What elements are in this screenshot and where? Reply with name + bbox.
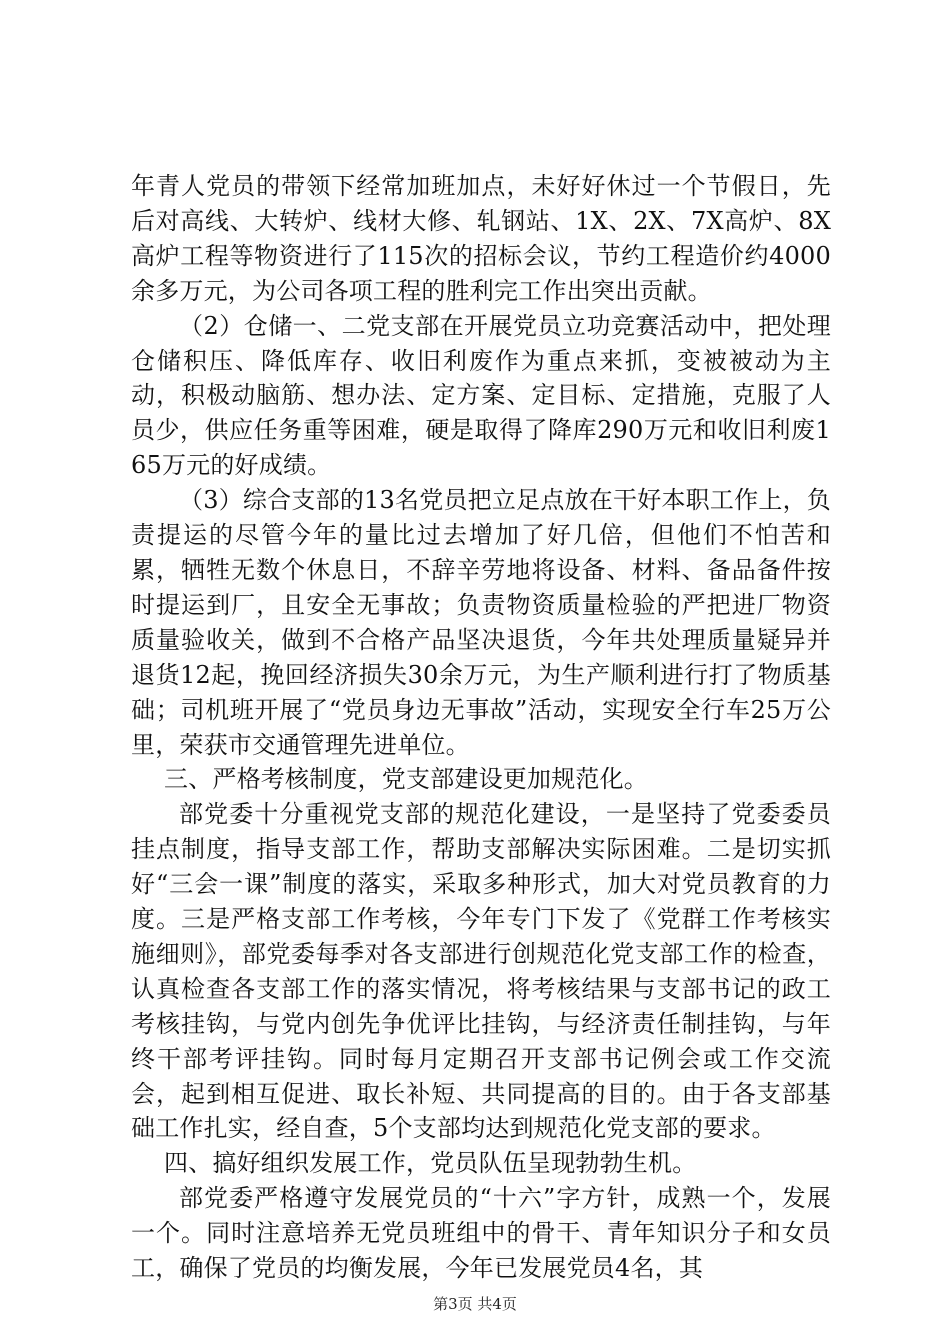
paragraph-general-branch: （3）综合支部的13名党员把立足点放在干好本职工作上，负责提运的尽管今年的量比过去增加了好几倍，但他们不怕苦和累，牺牲无数个休息日，不辞辛劳地将设备、材料、备品备件按时提运到厂，且安全无事故；负责物资质量检验的严把进厂物资质量验收关，做到不合格产品坚决退货，今年共处理质量疑异并退货12起，挽回经济损失30余万元，为生产顺利进行打了物质基础；司机班开展了“党员身边无事故”活动，实现安全行车25万公里，荣获市交通管理先进单位。 [131, 486, 831, 759]
paragraph-procurement-continuation: 年青人党员的带领下经常加班加点，未好好休过一个节假日，先后对高线、大转炉、线材大修、轧钢站、1X、2X、7X高炉、8X高炉工程等物资进行了115次的招标会议，节约工程造价约4000余多万元，为公司各项工程的胜利完工作出突出贡献。 [131, 172, 831, 305]
section-heading-assessment: 三、严格考核制度，党支部建设更加规范化。 [164, 765, 648, 794]
section-heading-organization: 四、搞好组织发展工作，党员队伍呈现勃勃生机。 [164, 1149, 697, 1178]
paragraph-assessment-details: 部党委十分重视党支部的规范化建设，一是坚持了党委委员挂点制度，指导支部工作，帮助支部解决实际困难。二是切实抓好“三会一课”制度的落实，采取多种形式，加大对党员教育的力度。三是严格支部工作考核，今年专门下发了《党群工作考核实施细则》，部党委每季对各支部进行创规范化党支部工作的检查，认真检查各支部工作的落实情况，将考核结果与支部书记的政工考核挂钩，与党内创先争优评比挂钩，与经济责任制挂钩，与年终干部考评挂钩。同时每月定期召开支部书记例会或工作交流会，起到相互促进、取长补短、共同提高的目的。由于各支部基础工作扎实，经自查，5个支部均达到规范化党支部的要求。 [131, 800, 831, 1143]
paragraph-organization-details: 部党委严格遵守发展党员的“十六”字方针，成熟一个，发展一个。同时注意培养无党员班组中的骨干、青年知识分子和女员工，确保了党员的均衡发展，今年已发展党员4名，其 [131, 1184, 831, 1283]
page-footer: 第3页 共4页 [433, 1295, 517, 1313]
paragraph-warehouse-branch: （2）仓储一、二党支部在开展党员立功竞赛活动中，把处理仓储积压、降低库存、收旧利废作为重点来抓，变被被动为主动，积极动脑筋、想办法、定方案、定目标、定措施，克服了人员少，供应任务重等困难，硬是取得了降库290万元和收旧利废165万元的好成绩。 [131, 311, 831, 480]
document-body [131, 169, 831, 1286]
